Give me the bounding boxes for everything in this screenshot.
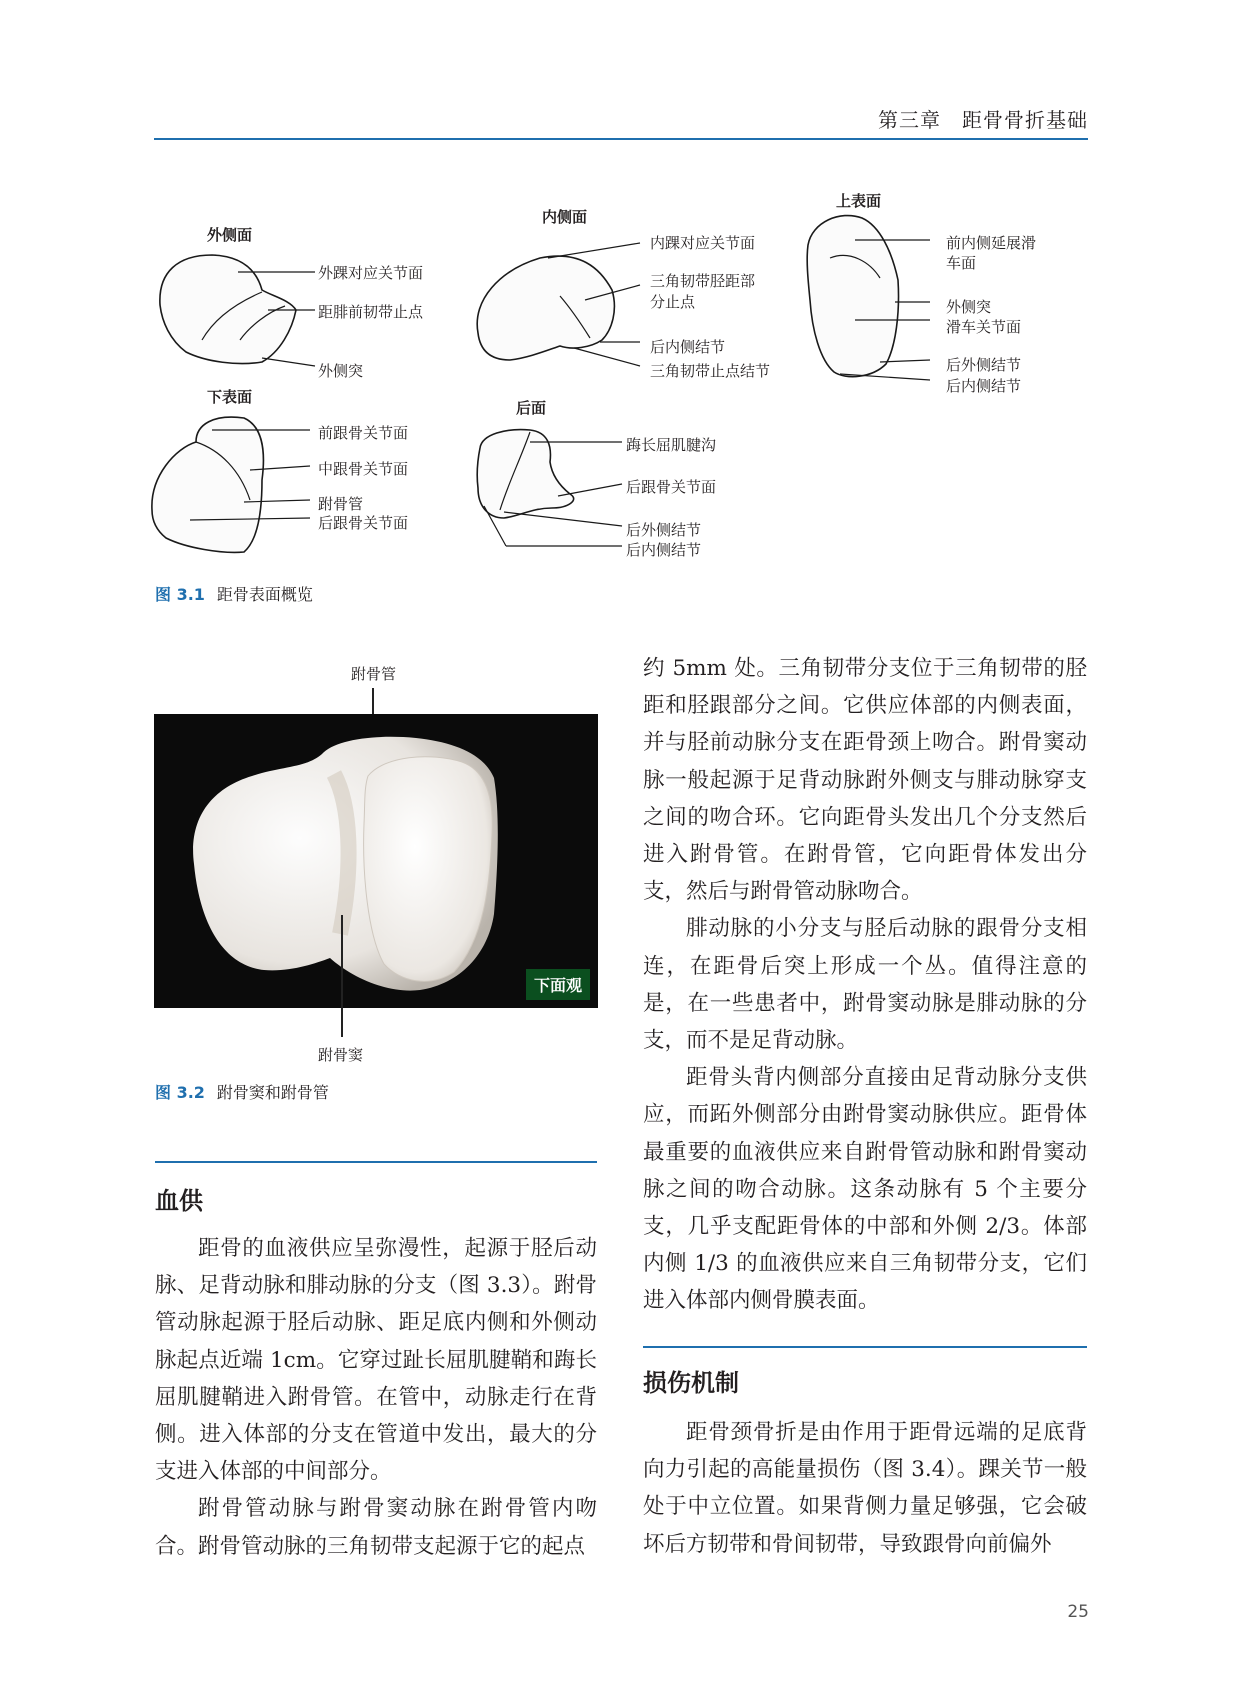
label-superior-4: 滑车关节面 (946, 318, 1022, 336)
figure-3-1-text: 距骨表面概览 (216, 585, 313, 604)
view-title-superior: 上表面 (836, 192, 882, 210)
right-paragraph-2: 腓动脉的小分支与胫后动脉的跟骨分支相连，在距骨后突上形成一个丛。值得注意的是，在一些患者中，跗骨窦动脉是腓动脉的分支，而不是足背动脉。 (643, 916, 1087, 1054)
label-medial-3: 分止点 (650, 293, 696, 311)
fig2-label-sinus-tarsi: 跗骨窦 (318, 1046, 364, 1064)
label-medial-5: 三角韧带止点结节 (650, 362, 771, 380)
label-superior-6: 后内侧结节 (946, 377, 1022, 395)
view-title-inferior: 下表面 (207, 388, 253, 406)
section-rule-blood-supply (155, 1161, 597, 1163)
label-lateral-3: 外侧突 (318, 362, 364, 380)
label-inferior-2: 中跟骨关节面 (318, 460, 409, 478)
label-lateral-2: 距腓前韧带止点 (318, 303, 424, 321)
label-posterior-3: 后外侧结节 (626, 521, 702, 539)
label-medial-1: 内踝对应关节面 (650, 234, 756, 252)
label-superior-1: 前内侧延展滑 (946, 234, 1037, 252)
view-title-lateral: 外侧面 (207, 226, 253, 244)
left-paragraph-1: 距骨的血液供应呈弥漫性，起源于胫后动脉、足背动脉和腓动脉的分支（图 3.3）。跗骨管动脉起源于胫后动脉、距足底内侧和外侧动脉起点近端 1cm。它穿过趾长屈肌腱鞘和踇长屈肌腱鞘进入跗骨管。在管中，动脉走行在背侧。进入体部的分支在管道中发出，最大的分支进入体部的中间部分。 (155, 1236, 597, 1485)
figure-3-1-number: 图 3.1 (155, 585, 205, 604)
label-inferior-1: 前跟骨关节面 (318, 424, 409, 442)
lateral-view-drawing (160, 255, 315, 366)
talus-photo-drawing (154, 714, 598, 1008)
label-inferior-3: 跗骨管 (318, 495, 364, 513)
view-title-medial: 内侧面 (542, 208, 588, 226)
posterior-view-drawing (477, 430, 622, 546)
injury-mechanism-text (643, 1414, 1087, 1563)
talus-photo (154, 714, 598, 1008)
label-inferior-4: 后跟骨关节面 (318, 514, 409, 532)
label-posterior-2: 后跟骨关节面 (626, 478, 717, 496)
right-paragraph-3: 距骨头背内侧部分直接由足背动脉分支供应，而跖外侧部分由跗骨窦动脉供应。距骨体最重要的血液供应来自跗骨管动脉和跗骨窦动脉之间的吻合动脉。这条动脉有 5 个主要分支，几乎支配距骨体的中部和外侧 2/3。体部内侧 1/3 的血液供应来自三角韧带分支，它们进入体部内侧骨膜表面。 (643, 1065, 1087, 1314)
section-title-blood-supply: 血供 (155, 1187, 203, 1215)
label-superior-2: 车面 (946, 254, 977, 272)
figure-3-2-caption (155, 1080, 329, 1103)
left-column-text (155, 1230, 597, 1565)
fig2-leader-bottom (341, 915, 343, 1037)
label-medial-2: 三角韧带胫距部 (650, 272, 756, 290)
label-superior-3: 外侧突 (946, 298, 992, 316)
label-posterior-4: 后内侧结节 (626, 541, 702, 559)
figure-3-1-caption (155, 582, 313, 605)
inferior-view-tag: 下面观 (526, 969, 590, 1000)
figure-3-2-number: 图 3.2 (155, 1083, 205, 1102)
superior-view-drawing (807, 216, 930, 380)
page-number: 25 (1067, 1602, 1089, 1622)
section-title-injury-mechanism: 损伤机制 (643, 1369, 739, 1397)
inferior-view-drawing (152, 417, 310, 552)
label-posterior-1: 踇长屈肌腱沟 (626, 436, 717, 454)
injury-paragraph-1: 距骨颈骨折是由作用于距骨远端的足底背向力引起的高能量损伤（图 3.4）。踝关节一般处于中立位置。如果背侧力量足够强，它会破坏后方韧带和骨间韧带，导致跟骨向前偏外 (643, 1420, 1087, 1557)
section-rule-injury-mechanism (643, 1346, 1087, 1348)
label-medial-4: 后内侧结节 (650, 338, 726, 356)
chapter-title: 第三章 距骨骨折基础 (878, 108, 1088, 132)
left-paragraph-2: 跗骨管动脉与跗骨窦动脉在跗骨管内吻合。跗骨管动脉的三角韧带支起源于它的起点 (155, 1496, 597, 1559)
medial-view-drawing (477, 243, 640, 366)
label-superior-5: 后外侧结节 (946, 356, 1022, 374)
right-paragraph-1: 约 5mm 处。三角韧带分支位于三角韧带的胫距和胫跟部分之间。它供应体部的内侧表面，并与胫前动脉分支在距骨颈上吻合。跗骨窦动脉一般起源于足背动脉跗外侧支与腓动脉穿支之间的吻合环。它向距骨头发出几个分支然后进入跗骨管。在跗骨管，它向距骨体发出分支，然后与跗骨管动脉吻合。 (643, 656, 1087, 905)
right-column-text (643, 650, 1087, 1320)
figure-3-2-text: 跗骨窦和跗骨管 (216, 1083, 329, 1102)
label-lateral-1: 外踝对应关节面 (318, 264, 424, 282)
fig2-label-tarsal-canal: 跗骨管 (351, 665, 397, 683)
view-title-posterior: 后面 (516, 399, 547, 417)
